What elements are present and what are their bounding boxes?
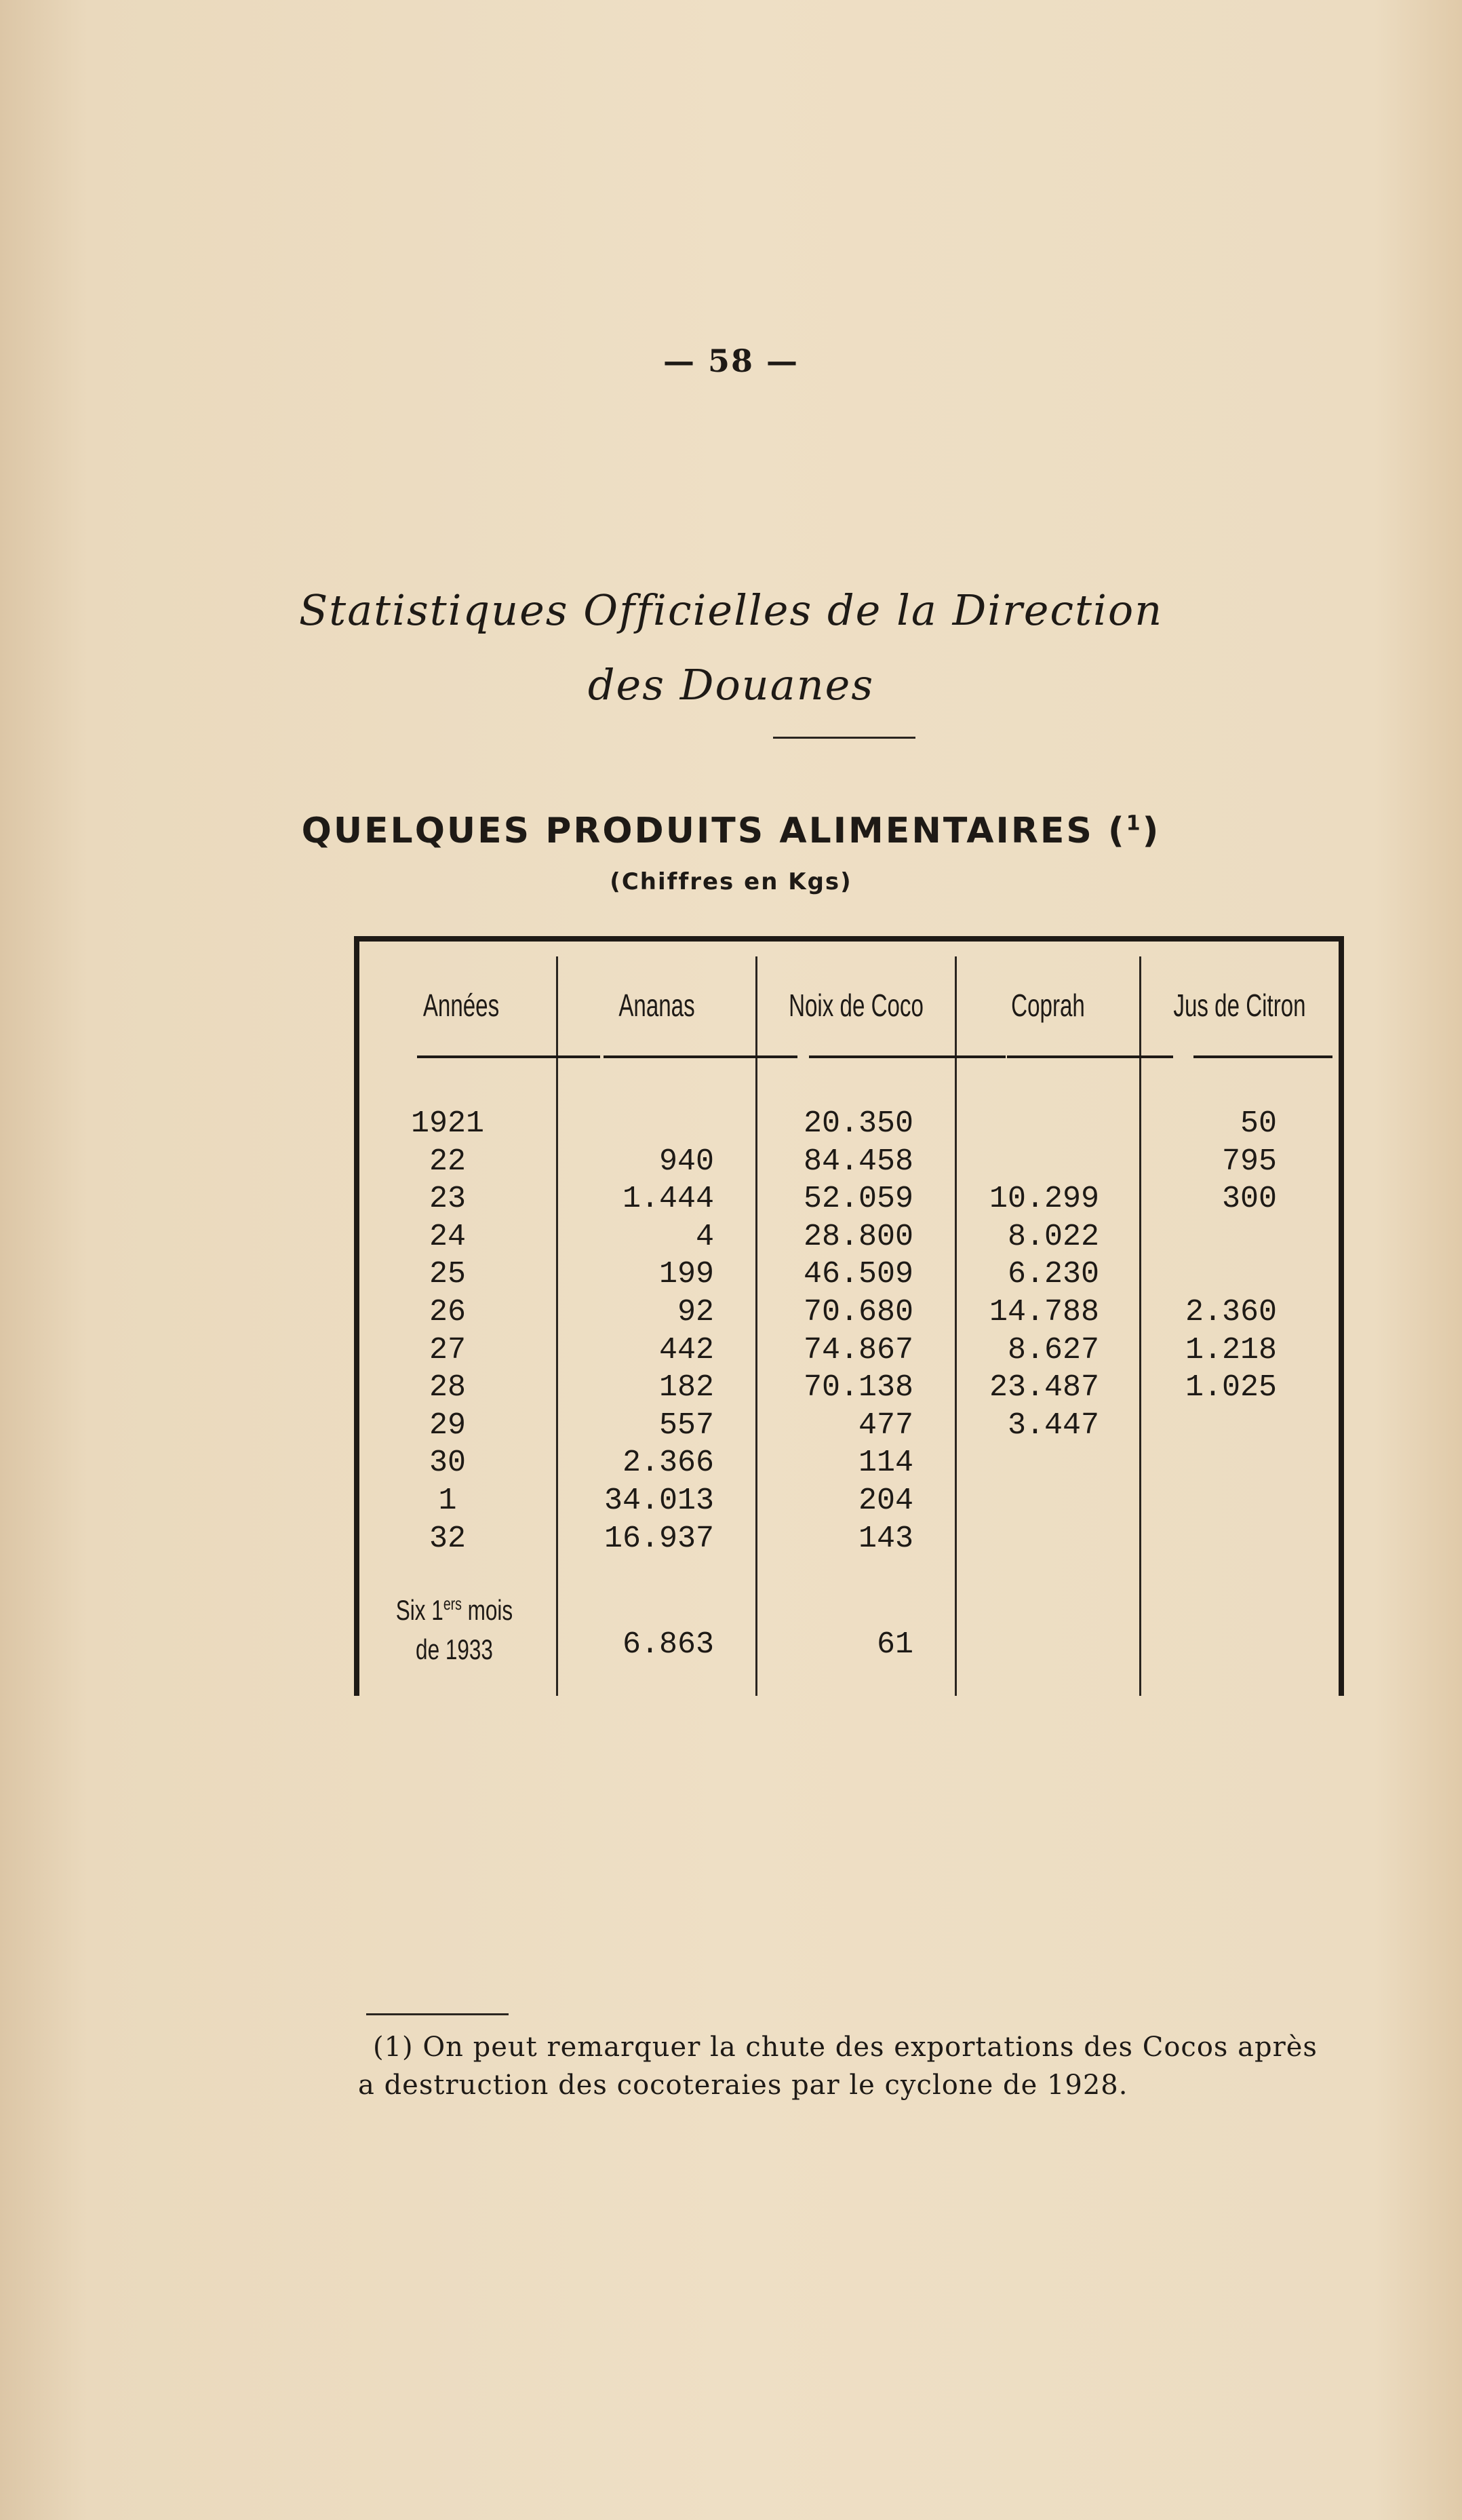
title-line-2: des Douanes (587, 660, 875, 710)
table-cell-year: 1 (438, 1484, 457, 1518)
last-row-ananas: 6.863 (622, 1627, 714, 1662)
header-rule (809, 1055, 1006, 1058)
table-cell-coprah: 3.447 (1007, 1408, 1099, 1443)
table-cell-year: 26 (429, 1295, 466, 1330)
table-cell-coco: 74.867 (803, 1332, 913, 1368)
table-cell-coco: 52.059 (803, 1182, 913, 1217)
table-cell-year: 32 (429, 1521, 466, 1556)
table-cell-ananas: 442 (658, 1332, 714, 1368)
header-ananas: Ananas (618, 988, 695, 1023)
table-cell-year: 27 (429, 1332, 466, 1368)
table-cell-coco: 46.509 (803, 1257, 913, 1292)
last-row-coco: 61 (876, 1627, 913, 1662)
table-cell-ananas: 199 (658, 1257, 714, 1292)
footnote-line-2: a destruction des cocoteraies par le cyclone de 1928. (358, 2070, 1128, 2101)
header-rule (417, 1055, 600, 1058)
table-cell-coprah: 14.788 (989, 1295, 1099, 1330)
footnote-divider (366, 2013, 509, 2015)
table-cell-jus (1141, 1521, 1277, 1557)
table-cell-coco: 28.800 (803, 1219, 913, 1254)
table-cell-year: 22 (429, 1144, 466, 1179)
table-cell-coco: 20.350 (803, 1106, 913, 1141)
table-cell-ananas: 1.444 (622, 1182, 714, 1217)
page-title (0, 573, 1462, 722)
table-cell-coco: 84.458 (803, 1144, 913, 1179)
table-cell-ananas: 2.366 (622, 1446, 714, 1481)
table-cell-year: 25 (429, 1257, 466, 1292)
table-cell-ananas: 4 (695, 1219, 714, 1254)
table-cell-coprah (957, 1144, 1099, 1180)
table-cell-jus: 300 (1221, 1182, 1277, 1217)
table-cell-coco: 204 (858, 1484, 913, 1518)
table-cell-ananas: 34.013 (604, 1484, 714, 1518)
table-cell-ananas: 557 (658, 1408, 714, 1443)
header-noix-de-coco: Noix de Coco (789, 988, 924, 1023)
table-cell-coco: 143 (858, 1521, 913, 1556)
table-cell-coco: 70.138 (803, 1370, 913, 1406)
table-cell-ananas: 92 (677, 1295, 714, 1330)
table-cell-jus (1141, 1408, 1277, 1444)
table-cell-coprah (957, 1521, 1099, 1557)
last-row-label-line-2: de 1933 (416, 1633, 493, 1665)
table-cell-coprah: 8.627 (1007, 1332, 1099, 1368)
table-cell-jus (1141, 1219, 1277, 1256)
table-cell-jus: 50 (1240, 1106, 1277, 1141)
heading-note-mark: 1 (1126, 811, 1143, 836)
table-heading (0, 811, 1462, 851)
header-rule (1007, 1055, 1173, 1058)
table-cell-year: 30 (429, 1446, 466, 1481)
table-cell-coprah (957, 1445, 1099, 1481)
table-cell-coprah (957, 1483, 1099, 1519)
footnote-line-1: (1) On peut remarquer la chute des exportations des Cocos après (373, 2032, 1318, 2063)
table-cell-jus: 795 (1221, 1144, 1277, 1179)
title-line-1: Statistiques Officielles de la Direction (298, 585, 1164, 635)
header-rule (1193, 1055, 1332, 1058)
table-cell-coprah: 6.230 (1007, 1257, 1099, 1292)
table-cell-ananas: 182 (658, 1370, 714, 1406)
table-cell-coprah: 8.022 (1007, 1219, 1099, 1254)
table-cell-coco: 70.680 (803, 1295, 913, 1330)
table-cell-coco: 114 (858, 1446, 913, 1481)
table-cell-year: 29 (429, 1408, 466, 1443)
table-cell-jus (1141, 1445, 1277, 1481)
table-cell-year: 23 (429, 1182, 466, 1217)
footnote (358, 2028, 1348, 2104)
table-cell-jus: 1.218 (1185, 1332, 1277, 1368)
table-subheading: (Chiffres en Kgs) (610, 868, 852, 895)
table-cell-ananas: 940 (658, 1144, 714, 1179)
table-cell-year: 28 (429, 1370, 466, 1406)
table-cell-jus (1141, 1483, 1277, 1519)
table-cell-jus (1141, 1256, 1277, 1293)
header-rule (604, 1055, 797, 1058)
header-coprah: Coprah (1011, 988, 1085, 1023)
table-cell-coprah (957, 1106, 1099, 1142)
table-cell-coprah: 23.487 (989, 1370, 1099, 1406)
last-row-label-line-1: Six 1ers mois (395, 1593, 513, 1626)
heading-text: QUELQUES PRODUITS ALIMENTAIRES ( (301, 811, 1126, 851)
heading-close: ) (1142, 811, 1161, 851)
header-jus-de-citron: Jus de Citron (1173, 988, 1306, 1023)
last-row-label (389, 1584, 521, 1669)
table-cell-ananas (558, 1106, 714, 1142)
table-cell-year: 1921 (410, 1106, 485, 1141)
page-number: — 58 — (663, 343, 799, 379)
table-cell-coco: 477 (858, 1408, 913, 1443)
table-cell-coprah: 10.299 (989, 1182, 1099, 1217)
title-divider (773, 737, 915, 739)
table-cell-jus: 2.360 (1185, 1295, 1277, 1330)
header-annees: Années (422, 988, 500, 1023)
table-cell-year: 24 (429, 1219, 466, 1254)
table-cell-jus: 1.025 (1185, 1370, 1277, 1406)
table-cell-ananas: 16.937 (604, 1521, 714, 1556)
